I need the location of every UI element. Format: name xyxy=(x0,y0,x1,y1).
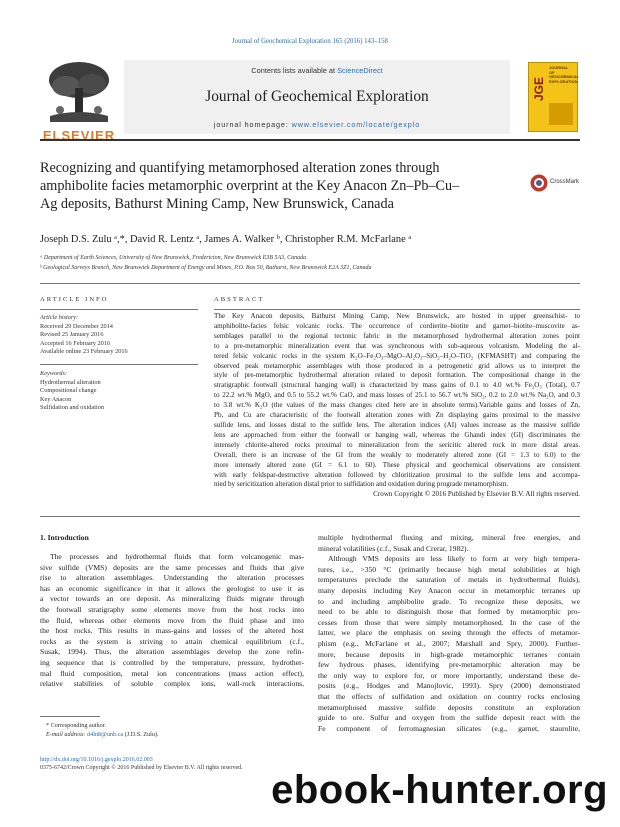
intro-line: phism (e.g., McFarlane et al., 2007; Marshall and Spry, 2000). Further- xyxy=(318,638,580,648)
elsevier-wordmark: ELSEVIER xyxy=(42,128,116,143)
abstract-line: observed peak metamorphic assemblages with those produced in a petrogenetic grid allows us to interpret the xyxy=(214,361,580,370)
history-item: Available online 23 February 2016 xyxy=(40,348,128,356)
intro-line: has an economic significance in that it allows the geologist to use it as xyxy=(40,583,304,593)
intro-line: sive sulfide (VMS) deposits are the same processes and fluids that give xyxy=(40,562,304,572)
doi-link[interactable]: http://dx.doi.org/10.1016/j.gexplo.2016.02.003 xyxy=(40,757,153,763)
intro-line: tures, i.e., >350 °C (primarily because high metal solubilities at high xyxy=(318,564,580,574)
intro-line: need to be able to distinguish those that formed by metamorphic pro- xyxy=(318,607,580,617)
abstract-line: lens are approached from either the footwall or hanging wall, whereas the Ghandi index (GI) discriminates the xyxy=(214,430,580,439)
history-item: Accepted 16 February 2016 xyxy=(40,339,111,347)
watermark: ebook-hunter.org xyxy=(271,768,608,812)
intro-line: rocks as the system is striving to attain chemical equilibrium (c.f., xyxy=(40,636,304,646)
intro-line: few hydrous phases, identifying pre-metamorphic alteration may be xyxy=(318,660,580,670)
intro-line: mal fluid composition, metal ion concentrations (mass action effect), xyxy=(40,668,304,678)
journal-title: Journal of Geochemical Exploration xyxy=(205,88,429,105)
footnote xyxy=(46,721,159,739)
homepage-link[interactable]: www.elsevier.com/locate/gexplo xyxy=(291,120,421,129)
history-item: Revised 25 January 2016 xyxy=(40,331,104,339)
journal-citation[interactable]: Journal of Geochemical Exploration 165 (2016) 143–158 xyxy=(232,38,388,45)
affiliations xyxy=(40,254,371,274)
abstract-line: with early feldspar-destructive alteration followed by chloritization proximal to the sulfide lens and accompa- xyxy=(214,470,580,479)
abstract-line: style of pre-metamorphic hydrothermal alteration related to deposit formation. The compositional change in the xyxy=(214,371,580,380)
intro-heading: 1. Introduction xyxy=(40,533,89,542)
intro-line: Susak, 1994). Thus, the alteration assemblages develop the zone refin- xyxy=(40,647,304,657)
homepage-line xyxy=(124,120,510,129)
keywords xyxy=(40,370,104,413)
copyright-line: Crown Copyright © 2016 Published by Elsevier B.V. All rights reserved. xyxy=(373,490,580,499)
intro-line: the only way to explore for, or more importantly, understand these de- xyxy=(318,670,580,680)
intro-line: the host rocks. This results in mass-gains and losses of the altered host xyxy=(40,626,304,636)
article-info-rule xyxy=(40,309,198,310)
title-line: amphibolite facies metamorphic overprint at the Key Anacon Zn–Pb–Cu– xyxy=(40,177,460,194)
keyword: Hydrothermal alteration xyxy=(40,378,101,386)
article-title xyxy=(40,160,510,213)
title-line: Recognizing and quantifying metamorphosed alteration zones through xyxy=(40,160,440,176)
cover-image xyxy=(549,103,573,125)
intro-left-column xyxy=(40,552,304,690)
intro-line: temperatures preclude the saturation of metals in hydrothermal fluids), xyxy=(318,575,580,585)
intro-line: many deposits including Key Anacon occur in metamorphic terranes up xyxy=(318,585,580,595)
abstract-rule xyxy=(214,309,580,310)
abstract-line: intensely chlorite-altered rocks proximal to mineralization from the sericitic altered rock in more distal areas. xyxy=(214,440,580,449)
homepage-prefix: journal homepage: xyxy=(213,120,292,129)
article-history xyxy=(40,314,128,357)
intro-line: relative stabilities of soluble complex ions, wall-rock interactions, xyxy=(40,679,304,689)
intro-line: rise to alteration assemblages. Understanding the alteration processes xyxy=(40,573,304,583)
abstract-line: to a pre-metamorphic mineralization event that was synchronous with sub-aqueous volcanism. Modeling the al- xyxy=(214,341,580,350)
elsevier-logo xyxy=(40,58,118,143)
abstract-line: stratigraphic footwall (structural hanging wall) is characterized by mass gains of 0.1 to 4.0 wt.% Fe₂O₃ (Total), 0.7 xyxy=(214,381,580,390)
keyword: Compositional change xyxy=(40,387,97,395)
abstract-line: The Key Anacon deposits, Bathurst Mining Camp, New Brunswick, are hosted in upper greenschist- to xyxy=(214,312,580,320)
intro-line: latter, we place the emphasis on seeing through the effects of metamor- xyxy=(318,628,580,638)
corresponding-author: * Corresponding author. xyxy=(46,722,106,729)
crossmark-button[interactable] xyxy=(530,174,584,192)
abstract-body xyxy=(214,312,580,500)
abstract-line: to 22.2 wt.% MgO, and 0.5 to 55.2 wt.% CaO, and mass losses of 25.1 to 56.7 wt.% SiO₂, 0.2 to 2.0 wt.% Na₂O, and 0.3 xyxy=(214,391,580,400)
affiliation: ᵇ Geological Surveys Branch, New Brunswick Department of Energy and Mines, P.O. Box 50, Bathurst, New Brunswick E2A 3Z1, Canada xyxy=(40,264,372,271)
abstract-line: sulfide lens, and losses distal to the sulfide lens. The alteration indices (AI) values increase as the massive sulfide xyxy=(214,420,580,429)
abstract-line: more intensely altered zone (GI = 6.1 to 60). These physical and geochemical observations are consistent xyxy=(214,460,580,469)
history-rule xyxy=(40,364,198,365)
journal-cover xyxy=(528,62,578,132)
abstract-line: semblages parallel to the regional tectonic fabric in the metamorphosed hydrothermal alteration zones point xyxy=(214,331,580,340)
intro-line: metamorphosed massive sulfide deposits constitute an exploration xyxy=(318,702,580,712)
intro-line: more, because deposits in high-grade metamorphic terranes contain xyxy=(318,649,580,659)
abstract-line: to 3.8 wt.% K₂O (the values of the mass changes cited here are in absolute terms).Variable gains and losses of Zn, xyxy=(214,401,580,410)
header-rule xyxy=(40,139,580,141)
intro-line: Although VMS deposits are less likely to form at very high tempera- xyxy=(328,554,580,564)
intro-line: guide to ore. Sulfur and oxygen from the sulfide deposit react with the xyxy=(318,713,580,723)
email-line xyxy=(46,730,159,739)
author-list: Joseph D.S. Zulu ᵃ,*, David R. Lentz ᵃ, James A. Walker ᵇ, Christopher R.M. McFarlane ᵃ xyxy=(40,234,412,245)
abstract-line: Overall, there is an increase of the GI from the weakly to moderately altered zone (GI = 1.3 to 6.0) to the xyxy=(214,450,580,459)
abstract-line: amphibolite-facies felsic volcanic rocks. The occurrence of cordierite–biotite and garnet–biotite–muscovite as- xyxy=(214,321,580,330)
cover-mark: JGE xyxy=(532,77,546,102)
intro-right-column xyxy=(318,533,580,734)
contents-line xyxy=(124,66,510,75)
history-item: Received 29 December 2014 xyxy=(40,322,113,330)
intro-line: ing sequence that is controlled by the temperature, pressure, hydrother- xyxy=(40,657,304,667)
affiliation: ᵃ Department of Earth Sciences, University of New Brunswick, Fredericton, New Brunswick E3B 5A3, Canada xyxy=(40,255,307,261)
contents-prefix: Contents lists available at xyxy=(251,66,338,75)
abstract-line: nied by sericitization alteration distal prior to sulfidation and oxidation during prograde metamorphism. xyxy=(214,480,509,489)
issn-line: 0375-6742/Crown Copyright © 2016 Published by Elsevier B.V. All rights reserved. xyxy=(40,765,243,772)
keyword: Key Anacon xyxy=(40,395,72,403)
journal-header-band xyxy=(124,60,510,134)
intro-line: a vector towards an ore deposit. As mineralizing fluids migrate through xyxy=(40,594,304,604)
cover-text: JOURNAL OF GEOCHEMICAL EXPLORATION xyxy=(549,65,579,84)
intro-line: multiple hydrothermal fluxing and mixing, mineral free energies, and xyxy=(318,533,580,542)
intro-line: posits (e.g., Hodges and Manojlovic, 1993). Spry (2000) demonstrated xyxy=(318,681,580,691)
email-suffix: (J.D.S. Zulu). xyxy=(123,731,159,738)
intro-line: Fe component of ferromagnesian silicates (e.g., garnet, staurolite, xyxy=(318,723,580,733)
article-info-heading: ARTICLE INFO xyxy=(40,296,109,303)
intro-line: that the effects of sulfidation and oxidation on country rocks enclosing xyxy=(318,691,580,701)
title-line: Ag deposits, Bathurst Mining Camp, New Brunswick, Canada xyxy=(40,195,394,212)
abstract-line: tered felsic volcanic rocks in the system K₂O–Fe₂O₃–MgO–Al₂O₃–SiO₂–H₂O–TiO₂ (KFMASHT) and comparing the xyxy=(214,351,580,360)
abstract-line: Pb, and Cu are characteristic of the footwall alteration zones with Zn displaying gains proximal to the massive xyxy=(214,411,580,420)
intro-line: cesses from those that were simply metamorphosed. In the case of the xyxy=(318,617,580,627)
sciencedirect-link[interactable]: ScienceDirect xyxy=(337,66,383,75)
history-label: Article history: xyxy=(40,314,79,321)
intro-line: the fluid, whereas other elements move from the fluid phase and into xyxy=(40,615,304,625)
keyword: Sulfidation and oxidation xyxy=(40,404,105,412)
abstract-end-rule xyxy=(40,516,580,517)
email-label: E-mail address: xyxy=(46,731,88,738)
keywords-label: Keywords: xyxy=(40,370,68,377)
elsevier-tree-icon xyxy=(40,58,118,124)
crossmark-label: CrossMark xyxy=(550,179,580,185)
intro-line: The processes and hydrothermal fluids that form volcanogenic mas- xyxy=(50,552,304,561)
footnote-rule xyxy=(40,716,100,717)
intro-line: to and including amphibolite grade. To recognize these deposits, we xyxy=(318,596,580,606)
email-link[interactable]: d4ln8@unb.ca xyxy=(87,731,124,738)
crossmark-icon xyxy=(530,174,548,192)
intro-line: mineral volatilities (c.f., Susak and Crerar, 1982). xyxy=(318,543,469,553)
abstract-heading: ABSTRACT xyxy=(214,296,265,303)
affiliation-rule xyxy=(40,283,580,284)
intro-line: the footwall stratigraphy some elements move from the host rocks into xyxy=(40,604,304,614)
